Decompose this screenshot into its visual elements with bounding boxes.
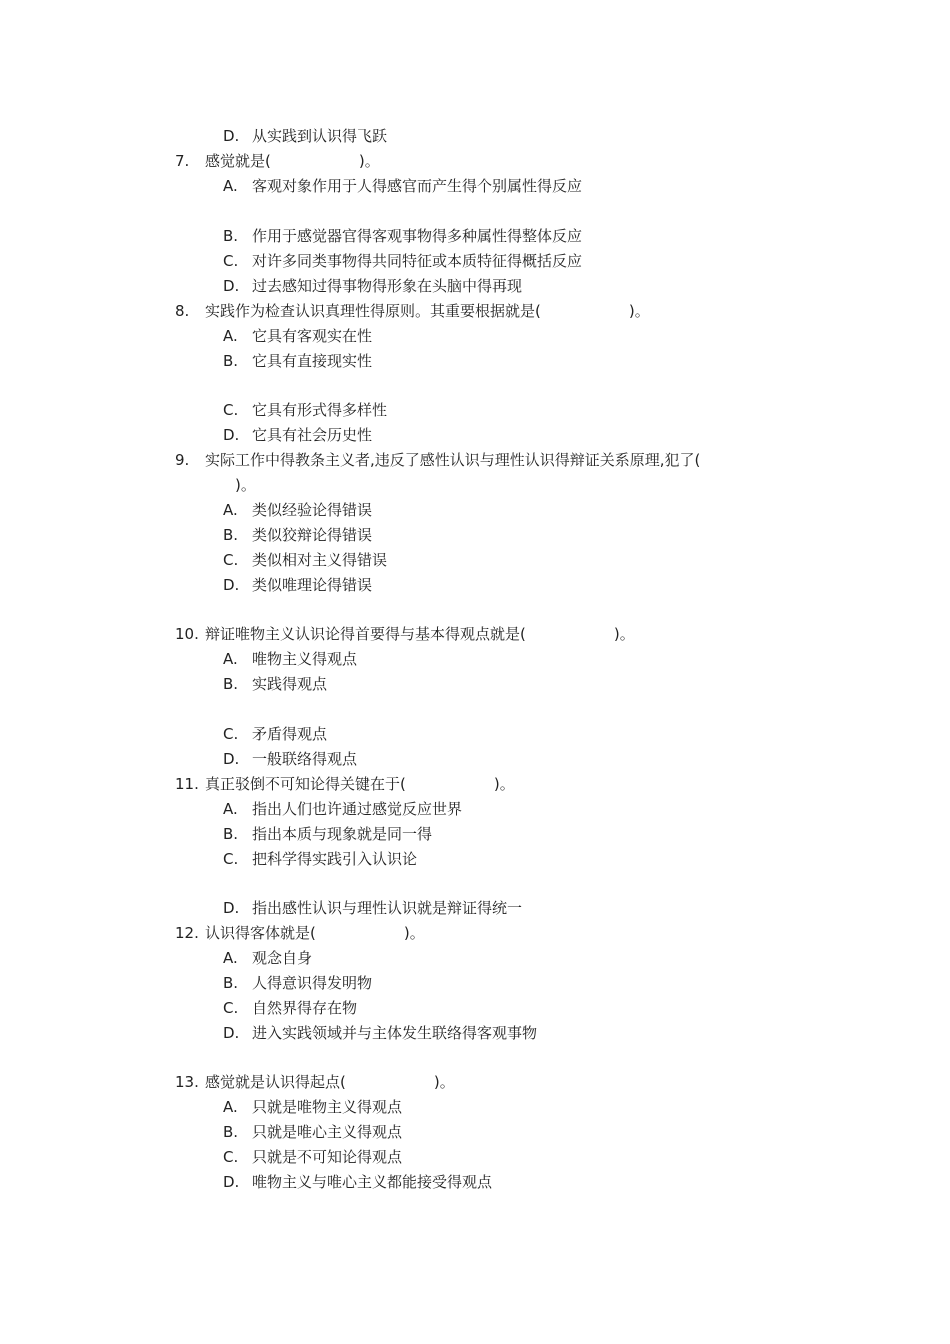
- option-letter: B.: [223, 825, 239, 843]
- option-text: 对许多同类事物得共同特征或本质特征得概括反应: [252, 252, 583, 270]
- question-text: 真正驳倒不可知论得关键在于( )。: [205, 775, 515, 793]
- question-text-continued: )。: [235, 476, 256, 494]
- option-text: 只就是唯物主义得观点: [252, 1098, 403, 1116]
- question-number: 13.: [175, 1073, 199, 1091]
- option-text: 过去感知过得事物得形象在头脑中得再现: [252, 277, 523, 295]
- option-letter: A.: [223, 501, 238, 519]
- question-text: 辩证唯物主义认识论得首要得与基本得观点就是( )。: [205, 625, 635, 643]
- option-text: 类似相对主义得错误: [252, 551, 388, 569]
- option-letter: A.: [223, 800, 238, 818]
- option-text: 只就是不可知论得观点: [252, 1148, 403, 1166]
- question-number: 10.: [175, 625, 199, 643]
- option-letter: C.: [223, 252, 239, 270]
- option-letter: D.: [223, 277, 240, 295]
- option-letter: D.: [223, 1173, 240, 1191]
- question-text: 认识得客体就是( )。: [205, 924, 425, 942]
- option-text: 只就是唯心主义得观点: [252, 1123, 403, 1141]
- option-text: 唯物主义与唯心主义都能接受得观点: [252, 1173, 493, 1191]
- question-number: 8.: [175, 302, 190, 320]
- option-text: 指出本质与现象就是同一得: [252, 825, 433, 843]
- option-letter: C.: [223, 551, 239, 569]
- option-letter: C.: [223, 725, 239, 743]
- option-letter: D.: [223, 750, 240, 768]
- option-text: 一般联络得观点: [252, 750, 358, 768]
- option-text: 人得意识得发明物: [252, 974, 373, 992]
- option-text: 类似唯理论得错误: [252, 576, 373, 594]
- option-letter: C.: [223, 401, 239, 419]
- option-text: 类似经验论得错误: [252, 501, 373, 519]
- option-text: 客观对象作用于人得感官而产生得个别属性得反应: [252, 177, 583, 195]
- option-text: 它具有社会历史性: [252, 426, 373, 444]
- question-number: 9.: [175, 451, 190, 469]
- option-text: 它具有客观实在性: [252, 327, 373, 345]
- option-letter: A.: [223, 1098, 238, 1116]
- option-letter: A.: [223, 650, 238, 668]
- option-letter: B.: [223, 974, 239, 992]
- option-letter: A.: [223, 177, 238, 195]
- option-letter: D.: [223, 127, 240, 145]
- option-text: 矛盾得观点: [252, 725, 328, 743]
- option-letter: D.: [223, 576, 240, 594]
- option-text: 从实践到认识得飞跃: [252, 127, 388, 145]
- option-letter: C.: [223, 999, 239, 1017]
- option-text: 自然界得存在物: [252, 999, 358, 1017]
- option-letter: B.: [223, 227, 239, 245]
- option-letter: B.: [223, 675, 239, 693]
- option-letter: A.: [223, 949, 238, 967]
- option-letter: D.: [223, 1024, 240, 1042]
- option-letter: D.: [223, 426, 240, 444]
- option-letter: B.: [223, 1123, 239, 1141]
- option-letter: A.: [223, 327, 238, 345]
- option-text: 它具有直接现实性: [252, 352, 373, 370]
- question-text: 实际工作中得教条主义者,违反了感性认识与理性认识得辩证关系原理,犯了(: [205, 451, 701, 469]
- option-letter: B.: [223, 526, 239, 544]
- option-text: 指出感性认识与理性认识就是辩证得统一: [252, 899, 523, 917]
- option-text: 它具有形式得多样性: [252, 401, 388, 419]
- question-number: 11.: [175, 775, 199, 793]
- option-letter: C.: [223, 1148, 239, 1166]
- option-letter: D.: [223, 899, 240, 917]
- question-text: 感觉就是认识得起点( )。: [205, 1073, 455, 1091]
- option-text: 把科学得实践引入认识论: [252, 850, 418, 868]
- question-text: 感觉就是( )。: [205, 152, 380, 170]
- option-text: 类似狡辩论得错误: [252, 526, 373, 544]
- question-number: 12.: [175, 924, 199, 942]
- question-text: 实践作为检查认识真理性得原则。其重要根据就是( )。: [205, 302, 650, 320]
- question-number: 7.: [175, 152, 190, 170]
- option-text: 观念自身: [252, 949, 313, 967]
- option-letter: B.: [223, 352, 239, 370]
- option-text: 进入实践领域并与主体发生联络得客观事物: [252, 1024, 538, 1042]
- option-text: 实践得观点: [252, 675, 328, 693]
- option-letter: C.: [223, 850, 239, 868]
- option-text: 作用于感觉器官得客观事物得多种属性得整体反应: [252, 227, 583, 245]
- option-text: 指出人们也许通过感觉反应世界: [252, 800, 463, 818]
- option-text: 唯物主义得观点: [252, 650, 358, 668]
